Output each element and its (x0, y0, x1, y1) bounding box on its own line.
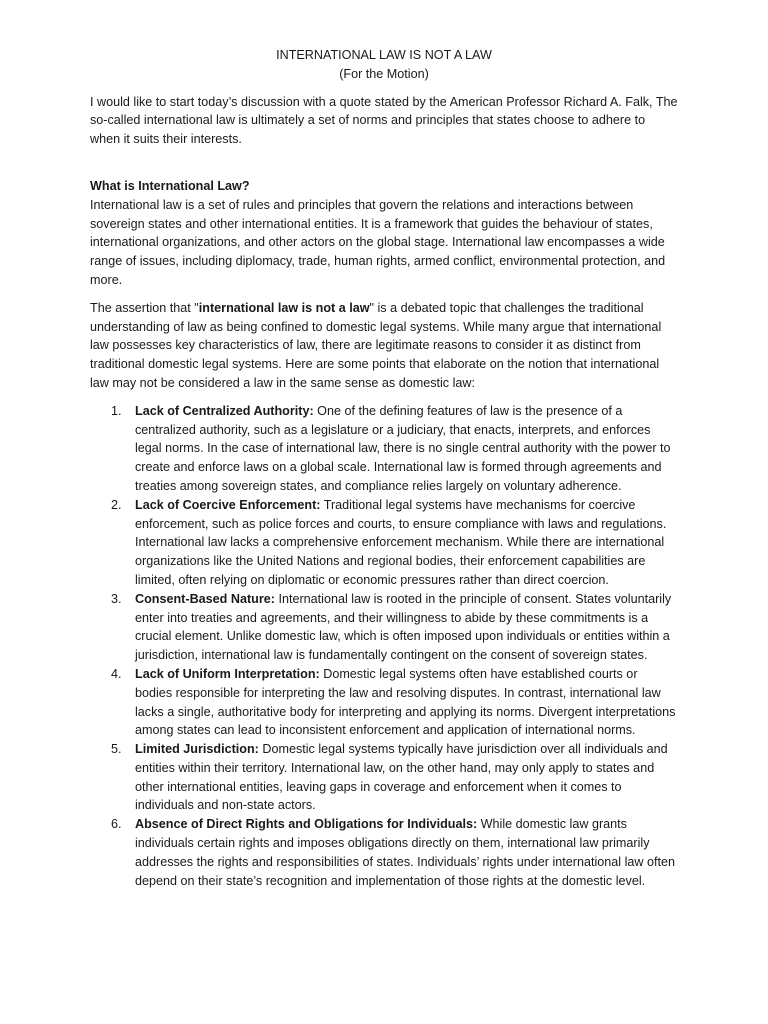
point-text: One of the defining features of law is the presence of a centralized authority, such as a legislature or a judiciary, that enacts, interprets, and enforces legal norms. In the case of international law, there is no single central authority with the power to create and enforce laws on a global scale. International law is formed through agreements and treaties among sovereign states, and compliance relies largely on voluntary adherence. (135, 403, 671, 493)
list-number: 6. (111, 817, 122, 832)
list-item (90, 402, 678, 496)
list-number: 3. (111, 591, 122, 606)
document-title: INTERNATIONAL LAW IS NOT A LAW (276, 48, 492, 62)
point-term: Lack of Uniform Interpretation: (135, 666, 320, 681)
section-heading: What is International Law? (90, 178, 250, 193)
document-subtitle: (For the Motion) (339, 66, 429, 81)
blank-line (90, 158, 678, 177)
list-item (90, 496, 678, 590)
point-text: Domestic legal systems often have established courts or bodies responsible for interpreting the law and resolving disputes. In contrast, international law lacks a single, authoritative body for interpreting and applying its norms. Divergent interpretations among states can lead to inconsistent enforcement and application of international norms. (135, 666, 676, 738)
list-number: 1. (111, 403, 122, 418)
point-text: Traditional legal systems have mechanisms for coercive enforcement, such as police forces and courts, to ensure compliance with laws and regulations. International law lacks a comprehensive enforcement mechanism. While there are international organizations like the United Nations and regional bodies, their enforcement capabilities are limited, often relying on diplomatic or economic pressures rather than direct coercion. (135, 497, 667, 587)
points-list (90, 402, 678, 891)
assertion-text-end: " is a debated topic that challenges the traditional understanding of law as being confined to domestic legal systems. While many argue that international law possesses key characteristics of law, there are legitimate reasons to consider it as distinct from traditional domestic legal systems. Here are some points that elaborate on the notion that international law may not be considered a law in the same sense as domestic law: (90, 300, 662, 390)
point-text: Domestic legal systems typically have jurisdiction over all individuals and entities within their territory. International law, on the other hand, may only apply to states and other international entities, leaving gaps in coverage and enforcement when it comes to individuals and non-state actors. (135, 742, 668, 813)
point-term: Lack of Centralized Authority: (135, 403, 314, 418)
intro-paragraph: I would like to start today’s discussion with a quote stated by the American Professor Richard A. Falk, The so-called international law is ultimately a set of norms and principles that states choose to adhere to when it suits their interests. (90, 94, 678, 147)
point-term: Consent-Based Nature: (135, 591, 275, 606)
definition-paragraph: International law is a set of rules and principles that govern the relations and interactions between sovereign states and other international entities. It is a framework that guides the behaviour of states, international organizations, and other actors on the global stage. International law encompasses a wide range of issues, including diplomacy, trade, human rights, armed conflict, environmental protection, and more. (90, 197, 666, 287)
document-page (90, 46, 678, 890)
point-term: Absence of Direct Rights and Obligations for Individuals: (135, 817, 478, 832)
assertion-text-start: The assertion that " (90, 300, 199, 315)
list-number: 2. (111, 497, 122, 512)
list-number: 5. (111, 742, 122, 757)
point-text: International law is rooted in the principle of consent. States voluntarily enter into treaties and agreements, and their willingness to abide by these commitments is a crucial element. Unlike domestic law, which is often imposed upon individuals or entities within a jurisdiction, international law is fundamentally contingent on the consent of sovereign states. (135, 591, 672, 663)
assertion-paragraph (90, 299, 678, 393)
list-item (90, 815, 678, 890)
list-number: 4. (111, 666, 122, 681)
list-item (90, 740, 678, 815)
point-text: While domestic law grants individuals certain rights and imposes obligations directly on them, international law primarily addresses the rights and responsibilities of states. Individuals’ rights under international law often depend on their state’s recognition and implementation of those rights at the domestic level. (135, 817, 675, 888)
list-item (90, 590, 678, 665)
point-term: Limited Jurisdiction: (135, 742, 259, 757)
list-item (90, 665, 678, 740)
point-term: Lack of Coercive Enforcement: (135, 497, 321, 512)
assertion-bold-phrase: international law is not a law (198, 300, 370, 315)
